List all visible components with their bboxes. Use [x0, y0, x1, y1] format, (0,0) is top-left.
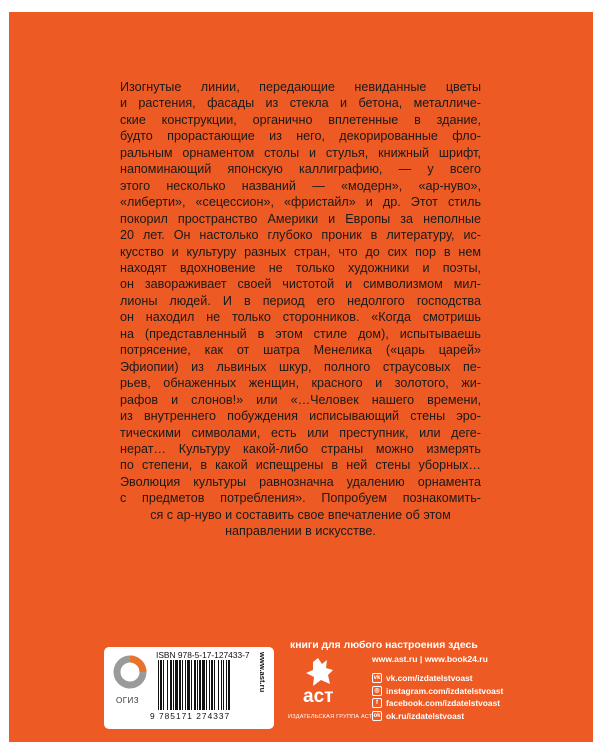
barcode-bar: [173, 660, 174, 710]
blurb-line: Эфиопии) из львиных шкур, полного страусовых пе-: [120, 359, 481, 374]
barcode-bar: [167, 660, 168, 710]
blurb-line: по степени, в какой испещрены в ней стены уборных…: [120, 458, 481, 473]
social-link-text: vk.com/izdatelstvoast: [386, 673, 473, 684]
barcode-bar: [221, 660, 222, 710]
blurb-line: с предметов потребления». Попробуем познакомить-: [120, 491, 481, 506]
barcode-bars: [158, 660, 256, 710]
barcode-bar: [228, 660, 230, 710]
blurb-line: рьев, обнаженных женщин, красного и золотого, жи-: [120, 376, 481, 391]
blurb-line: направлении в искусстве.: [225, 524, 376, 539]
barcode-site-label: www.ast.ru: [258, 652, 267, 693]
barcode-bar: [160, 660, 162, 710]
ast-logo-icon: [300, 658, 340, 706]
social-link-row[interactable]: [372, 697, 503, 710]
barcode-bar: [202, 660, 205, 710]
barcode-bar: [163, 660, 164, 710]
social-link-text: instagram.com/izdatelstvoast: [386, 685, 504, 696]
publisher-group-name: ИЗДАТЕЛЬСКАЯ ГРУППА АСТ: [288, 714, 373, 720]
barcode-bar: [197, 660, 198, 710]
blurb-line: покорил пространство Америки и Европы за неполные: [120, 211, 481, 226]
barcode-bar: [206, 660, 207, 710]
blurb-text: [120, 79, 481, 540]
barcode-bar: [211, 660, 213, 710]
barcode-bar: [170, 660, 172, 710]
publisher-tagline: книги для любого настроения здесь: [290, 640, 478, 651]
blurb-line: Эволюция культуры равнозначна удалению орнамента: [120, 474, 481, 489]
blurb-line: напоминающий японскую каллиграфию, — у всего: [120, 162, 481, 177]
social-links: [372, 672, 503, 722]
barcode-digits: 9 785171 274337: [150, 711, 231, 721]
blurb-line: лионы людей. И в период его недолгого господства: [120, 293, 481, 308]
blurb-line: этого несколько названий — «модерн», «ар-нуво»,: [120, 178, 481, 193]
social-link-text: facebook.com/izdatelstvoast: [386, 698, 501, 709]
blurb-line: тическими символами, есть или преступник, или деге-: [120, 425, 481, 440]
blurb-line: нерат… Культуру какой-либо страны можно измерять: [120, 441, 481, 456]
barcode-bar: [191, 660, 192, 710]
blurb-line: ральным орнаментом столы и стулья, книжный шрифт,: [120, 145, 481, 160]
social-link-row[interactable]: [372, 685, 503, 698]
vk-icon: vk: [373, 675, 381, 682]
blurb-line: находят вдохновение не только художники и поэты,: [120, 260, 481, 275]
barcode-bar: [158, 660, 159, 710]
blurb-line: и растения, фасады из стекла и бетона, металличе-: [120, 96, 481, 111]
social-link-row[interactable]: [372, 672, 503, 685]
blurb-line: потрясение, как от шатра Менелика («царь царей»: [120, 343, 481, 358]
facebook-icon: f: [372, 698, 382, 708]
barcode-bar: [226, 660, 227, 710]
publisher-websites[interactable]: www.ast.ru | www.book24.ru: [372, 654, 488, 664]
blurb-line: 20 лет. Он настолько глубоко проник в литературу, ис-: [120, 228, 481, 243]
social-link-row[interactable]: [372, 710, 503, 723]
blurb-line: Изогнутые линии, передающие невиданные цветы: [120, 80, 481, 94]
blurb-line: кусство и культуру разных стран, что до сих пор в нем: [120, 244, 481, 259]
blurb-line: рафов и слонов!» или «…Человек нашего времени,: [120, 392, 481, 407]
svg-text:аст: аст: [303, 686, 334, 706]
instagram-icon: ◎: [372, 686, 382, 696]
isbn-number: ISBN 978-5-17-127433-7: [156, 650, 250, 660]
blurb-line: ские конструкции, органично вплетенные в здание,: [120, 112, 481, 127]
barcode-bar: [182, 660, 183, 710]
blurb-line: «либерти», «сецессион», «фристайл» и др. Этот стиль: [120, 195, 481, 210]
barcode-bar: [185, 660, 186, 710]
barcode-bar: [175, 660, 178, 710]
ogiz-logo-ring-icon: [112, 654, 148, 690]
barcode-bar: [179, 660, 181, 710]
barcode-bar: [214, 660, 215, 710]
blurb-line: он завораживает своей чистотой и символизмом мил-: [120, 277, 481, 292]
barcode-bar: [194, 660, 196, 710]
social-link-text: ok.ru/izdatelstvoast: [386, 710, 465, 721]
blurb-line: он находил не только сторонников. «Когда смотришь: [120, 310, 481, 325]
blurb-line: на (представленный в этом стиле дом), испытываешь: [120, 326, 481, 341]
blurb-line: ся с ар-нуво и составить свое впечатление об этом: [150, 507, 451, 522]
ok-icon: ok: [373, 712, 381, 719]
barcode-bar: [187, 660, 190, 710]
blurb-line: из внутреннего побуждения исписывающий стены эро-: [120, 409, 481, 424]
barcode-bar: [218, 660, 219, 710]
barcode-bar: [209, 660, 210, 710]
ogiz-label: ОГИЗ: [116, 696, 140, 705]
blurb-line: будто прорастающие из него, декорированные фло-: [120, 129, 481, 144]
barcode-bar: [199, 660, 201, 710]
barcode-bar: [223, 660, 224, 710]
